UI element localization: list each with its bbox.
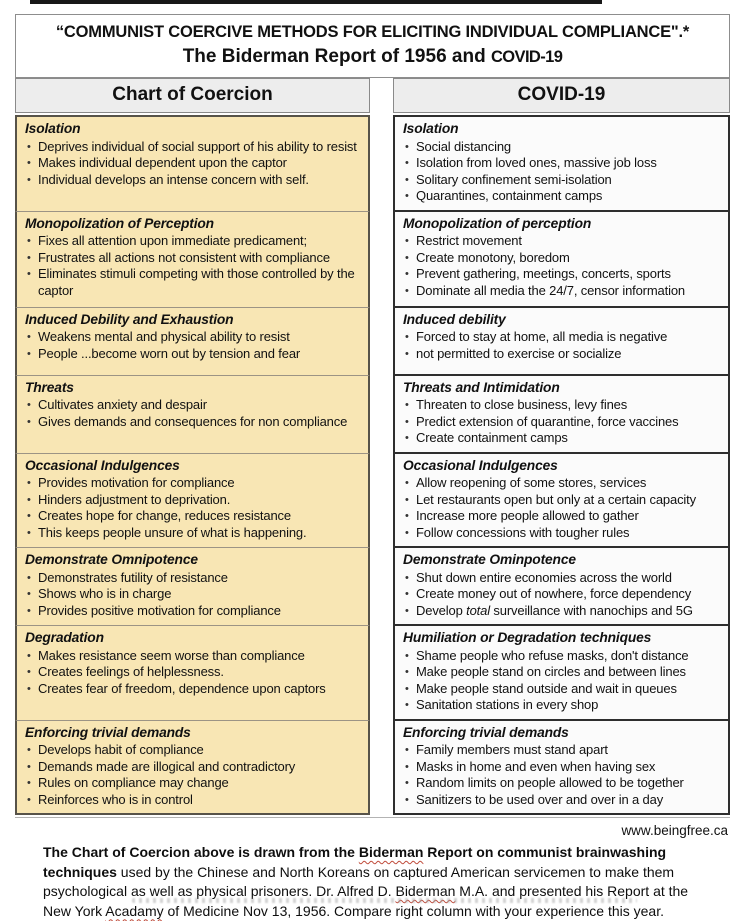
bullet-item	[25, 346, 360, 363]
column-headers	[15, 78, 730, 113]
cell-title: Demonstrate Omnipotence	[25, 552, 198, 567]
bullet-item	[403, 492, 720, 509]
bullet-item	[403, 283, 720, 300]
bullet-icon: •	[405, 526, 409, 539]
table-bottom-rule	[15, 817, 730, 818]
bullet-icon: •	[405, 173, 409, 186]
bullet-icon: •	[27, 173, 31, 186]
bullet-text: Creates hope for change, reduces resistance	[38, 508, 291, 523]
bullet-icon: •	[405, 268, 409, 280]
bullet-text: Family members must stand apart	[416, 742, 608, 757]
bullet-text: Sanitizers to be used over and over in a day	[416, 791, 664, 807]
bullet-icon: •	[405, 682, 409, 695]
column-header-coercion: Chart of Coercion	[15, 78, 370, 113]
bullet-item	[403, 397, 720, 414]
title-block	[15, 14, 730, 78]
bullet-text: Dominate all media the 24/7, censor information	[416, 282, 685, 298]
bullet-text: Threaten to close business, levy fines	[416, 397, 628, 412]
bullet-icon: •	[405, 477, 409, 489]
bullet-text: Individual develops an intense concern with self.	[38, 171, 309, 187]
cell-title: Enforcing trivial demands	[403, 724, 569, 740]
bullet-item	[403, 759, 720, 776]
bullet-icon: •	[27, 744, 31, 756]
bullet-icon: •	[405, 493, 409, 506]
bullet-icon: •	[405, 699, 409, 711]
bullet-icon: •	[405, 190, 409, 202]
bullet-icon: •	[27, 399, 31, 411]
bullet-item	[25, 155, 360, 172]
bullet-icon: •	[405, 604, 409, 617]
bullet-item	[25, 648, 360, 665]
bullet-icon: •	[405, 347, 409, 360]
bullet-item	[25, 603, 360, 620]
coercion-cell-5	[15, 548, 370, 626]
bullet-text: Demands made are illogical and contradictory	[38, 758, 296, 774]
bullet-text: Create containment camps	[416, 430, 568, 445]
misspelled-word: Acadamy	[105, 902, 164, 919]
subtitle-covid: COVID-19	[490, 48, 563, 66]
bullet-text: Frustrates all actions not consistent with compliance	[38, 249, 330, 265]
bullet-icon: •	[27, 157, 31, 169]
bullet-item	[403, 414, 720, 431]
bullet-icon: •	[405, 235, 409, 247]
bullet-text: Hinders adjustment to deprivation.	[38, 491, 231, 507]
bullet-text: Random limits on people allowed to be together	[416, 775, 684, 790]
bullet-icon: •	[405, 399, 409, 411]
bullet-text: Quarantines, containment camps	[416, 188, 603, 203]
footer-note-segment: Report on communist brainwashing techniques	[43, 844, 667, 880]
bullet-text: Shame people who refuse masks, don't distance	[416, 647, 689, 663]
bullet-icon: •	[27, 526, 31, 539]
covid-cell-1	[393, 212, 730, 308]
bullet-text: not permitted to exercise or socialize	[416, 345, 622, 361]
bullet-item	[403, 742, 720, 759]
bullet-icon: •	[405, 760, 409, 773]
bullet-text: Forced to stay at home, all media is negative	[416, 329, 668, 344]
bullet-icon: •	[27, 682, 31, 695]
covid-cell-7	[393, 721, 730, 816]
document-title: “COMMUNIST COERCIVE METHODS FOR ELICITING INDIVIDUAL COMPLIANCE".*	[55, 23, 690, 41]
bullet-icon: •	[27, 604, 31, 617]
coercion-cell-2	[15, 308, 370, 376]
bullet-icon: •	[27, 571, 31, 584]
bullet-icon: •	[27, 251, 31, 264]
bullet-icon: •	[27, 493, 31, 506]
bullet-item	[25, 233, 360, 250]
misspelled-word: Biderman	[358, 844, 424, 860]
bullet-icon: •	[27, 649, 31, 662]
bullet-icon: •	[405, 251, 409, 264]
bullet-text: Eliminates stimuli competing with those controlled by the captor	[38, 266, 355, 298]
cell-title: Isolation	[25, 121, 81, 136]
bullet-text: Demonstrates futility of resistance	[38, 569, 228, 585]
footer-note-segment: The Chart of Coercion above is drawn from the	[43, 844, 359, 860]
bullet-text: Rules on compliance may change	[38, 775, 229, 790]
bullet-icon: •	[405, 284, 409, 297]
bullet-text: Make people stand on circles and between lines	[416, 664, 686, 679]
bullet-item	[25, 525, 360, 542]
bullet-icon: •	[405, 571, 409, 584]
cell-title: Induced debility	[403, 311, 506, 327]
bullet-icon: •	[27, 347, 31, 360]
bullet-icon: •	[405, 793, 409, 806]
bullet-icon: •	[27, 666, 31, 678]
bullet-item	[403, 250, 720, 267]
bullet-text: Weakens mental and physical ability to resist	[38, 329, 290, 344]
bullet-text: Fixes all attention upon immediate predicament;	[38, 233, 307, 248]
bullet-text: Cultivates anxiety and despair	[38, 397, 207, 412]
bullet-icon: •	[405, 777, 409, 789]
bullet-text: Restrict movement	[416, 233, 522, 248]
bullet-icon: •	[405, 649, 409, 662]
bullet-item	[25, 414, 360, 431]
bullet-item	[403, 475, 720, 492]
bullet-icon: •	[405, 140, 409, 153]
bullet-text: Develop total surveillance with nanochips and 5G	[416, 602, 693, 618]
bullet-item	[25, 586, 360, 603]
bullet-icon: •	[27, 331, 31, 343]
bullet-item	[403, 430, 720, 447]
bullet-item	[25, 172, 360, 189]
covid-cell-4	[393, 454, 730, 549]
bullet-icon: •	[27, 477, 31, 489]
cell-title: Threats and Intimidation	[403, 379, 560, 395]
cell-title: Enforcing trivial demands	[25, 724, 191, 740]
footer-note-segment: used by the Chinese and North Koreans on captured American servicemen to make them psychological as well as physical prisoners. Dr. Alfred D.	[43, 863, 675, 899]
bullet-item	[403, 603, 720, 620]
bullet-text: Creates feelings of helplessness.	[38, 664, 224, 679]
bullet-icon: •	[27, 777, 31, 789]
bullet-icon: •	[405, 331, 409, 343]
bullet-text: Creates fear of freedom, dependence upon captors	[38, 680, 326, 696]
bullet-item	[403, 346, 720, 363]
cell-title: Isolation	[403, 121, 459, 136]
bullet-icon: •	[27, 268, 31, 280]
footer-note-segment: M.A. and presented his Report at the New York	[43, 883, 689, 919]
bullet-icon: •	[27, 235, 31, 247]
bullet-text: Develops habit of compliance	[38, 742, 204, 757]
bullet-icon: •	[405, 415, 409, 428]
bullet-item	[403, 508, 720, 525]
bullet-text: Make people stand outside and wait in queues	[416, 680, 677, 696]
bullet-icon: •	[405, 588, 409, 600]
bullet-item	[25, 775, 360, 792]
bullet-item	[403, 570, 720, 587]
bullet-text: Provides motivation for compliance	[38, 475, 235, 490]
bullet-item	[25, 492, 360, 509]
cell-title: Demonstrate Ominpotence	[403, 552, 576, 567]
bullet-icon: •	[27, 415, 31, 428]
bullet-icon: •	[405, 432, 409, 444]
bullet-text: Gives demands and consequences for non compliance	[38, 413, 348, 429]
bullet-text: Deprives individual of social support of his ability to resist	[38, 138, 357, 154]
bullet-icon: •	[405, 666, 409, 678]
cropped-text-sliver-top	[30, 0, 602, 4]
bullet-text: Follow concessions with tougher rules	[416, 524, 630, 540]
subtitle-main: The Biderman Report of 1956 and	[182, 46, 491, 67]
bullet-text: Sanitation stations in every shop	[416, 697, 599, 712]
bullet-icon: •	[27, 793, 31, 806]
coercion-cell-4	[15, 454, 370, 549]
covid-cell-6	[393, 626, 730, 721]
cell-title: Humiliation or Degradation techniques	[403, 630, 652, 645]
bullet-item	[403, 188, 720, 205]
cell-title: Occasional Indulgences	[25, 457, 180, 473]
bullet-text: Masks in home and even when having sex	[416, 758, 656, 774]
bullet-item	[25, 759, 360, 776]
bullet-item	[25, 792, 360, 809]
bullet-text: Isolation from loved ones, massive job loss	[416, 155, 657, 170]
bullet-text: Provides positive motivation for compliance	[38, 602, 281, 618]
bullet-text: Allow reopening of some stores, services	[416, 475, 647, 490]
bullet-item	[403, 664, 720, 681]
bullet-item	[25, 266, 360, 299]
bullet-icon: •	[27, 588, 31, 600]
bullet-text: People ...become worn out by tension and fear	[38, 345, 301, 361]
cell-title: Monopolization of perception	[403, 215, 592, 231]
bullet-icon: •	[405, 744, 409, 756]
bullet-item	[25, 570, 360, 587]
bullet-item	[25, 329, 360, 346]
bullet-text: Reinforces who is in control	[38, 791, 193, 807]
column-header-covid: COVID-19	[393, 78, 730, 113]
cell-title: Degradation	[25, 630, 104, 645]
bullet-item	[403, 155, 720, 172]
bullet-text: Create money out of nowhere, force dependency	[416, 586, 692, 601]
bullet-text: Prevent gathering, meetings, concerts, sports	[416, 266, 671, 281]
covid-cell-2	[393, 308, 730, 376]
bullet-text: Create monotony, boredom	[416, 249, 570, 265]
document-subtitle	[22, 46, 723, 68]
bullet-text: Shows who is in charge	[38, 586, 172, 601]
cell-title: Threats	[25, 379, 74, 395]
bullet-item	[403, 648, 720, 665]
bullet-icon: •	[405, 510, 409, 522]
bullet-item	[403, 266, 720, 283]
coercion-cell-1	[15, 212, 370, 308]
bullet-item	[403, 586, 720, 603]
bullet-icon: •	[27, 510, 31, 522]
bullet-text: Shut down entire economies across the world	[416, 569, 672, 585]
bullet-item	[25, 681, 360, 698]
bullet-item	[403, 525, 720, 542]
coercion-cell-0	[15, 115, 370, 212]
bullet-icon: •	[27, 760, 31, 773]
bullet-item	[403, 792, 720, 809]
bullet-text: This keeps people unsure of what is happening.	[38, 524, 307, 540]
coercion-cell-3	[15, 376, 370, 454]
bullet-item	[403, 775, 720, 792]
cell-title: Occasional Indulgences	[403, 457, 558, 473]
bullet-icon: •	[405, 157, 409, 169]
bullet-item	[25, 139, 360, 156]
bullet-text: Let restaurants open but only at a certain capacity	[416, 491, 696, 507]
bullet-item	[403, 697, 720, 714]
bullet-item	[403, 172, 720, 189]
bullet-text: Makes resistance seem worse than compliance	[38, 647, 305, 663]
bullet-item	[403, 681, 720, 698]
bullet-item	[403, 139, 720, 156]
bullet-item	[25, 508, 360, 525]
covid-cell-0	[393, 115, 730, 212]
document-content	[15, 14, 730, 921]
coercion-cell-7	[15, 721, 370, 816]
cell-title: Induced Debility and Exhaustion	[25, 311, 234, 327]
bullet-item	[25, 664, 360, 681]
bullet-text: Increase more people allowed to gather	[416, 508, 639, 523]
bullet-item	[25, 250, 360, 267]
cropped-text-sliver-bottom	[132, 898, 637, 903]
covid-cell-5	[393, 548, 730, 626]
bullet-text: Solitary confinement semi-isolation	[416, 171, 612, 187]
covid-cell-3	[393, 376, 730, 454]
bullet-item	[25, 475, 360, 492]
coercion-cell-6	[15, 626, 370, 721]
comparison-table	[15, 115, 730, 815]
cell-title: Monopolization of Perception	[25, 215, 214, 231]
footer-note-segment: of Medicine Nov 13, 1956. Compare right column with your experience this year.	[163, 902, 664, 919]
website-url: www.beingfree.ca	[621, 823, 728, 838]
bullet-text: Predict extension of quarantine, force vaccines	[416, 413, 679, 429]
bullet-item	[403, 329, 720, 346]
bullet-item	[403, 233, 720, 250]
bullet-text: Makes individual dependent upon the captor	[38, 155, 287, 170]
footer-note	[43, 843, 709, 921]
bullet-icon: •	[27, 140, 31, 153]
misspelled-word: Biderman	[395, 883, 456, 899]
bullet-text: Social distancing	[416, 138, 512, 154]
bullet-item	[25, 397, 360, 414]
bullet-item	[25, 742, 360, 759]
